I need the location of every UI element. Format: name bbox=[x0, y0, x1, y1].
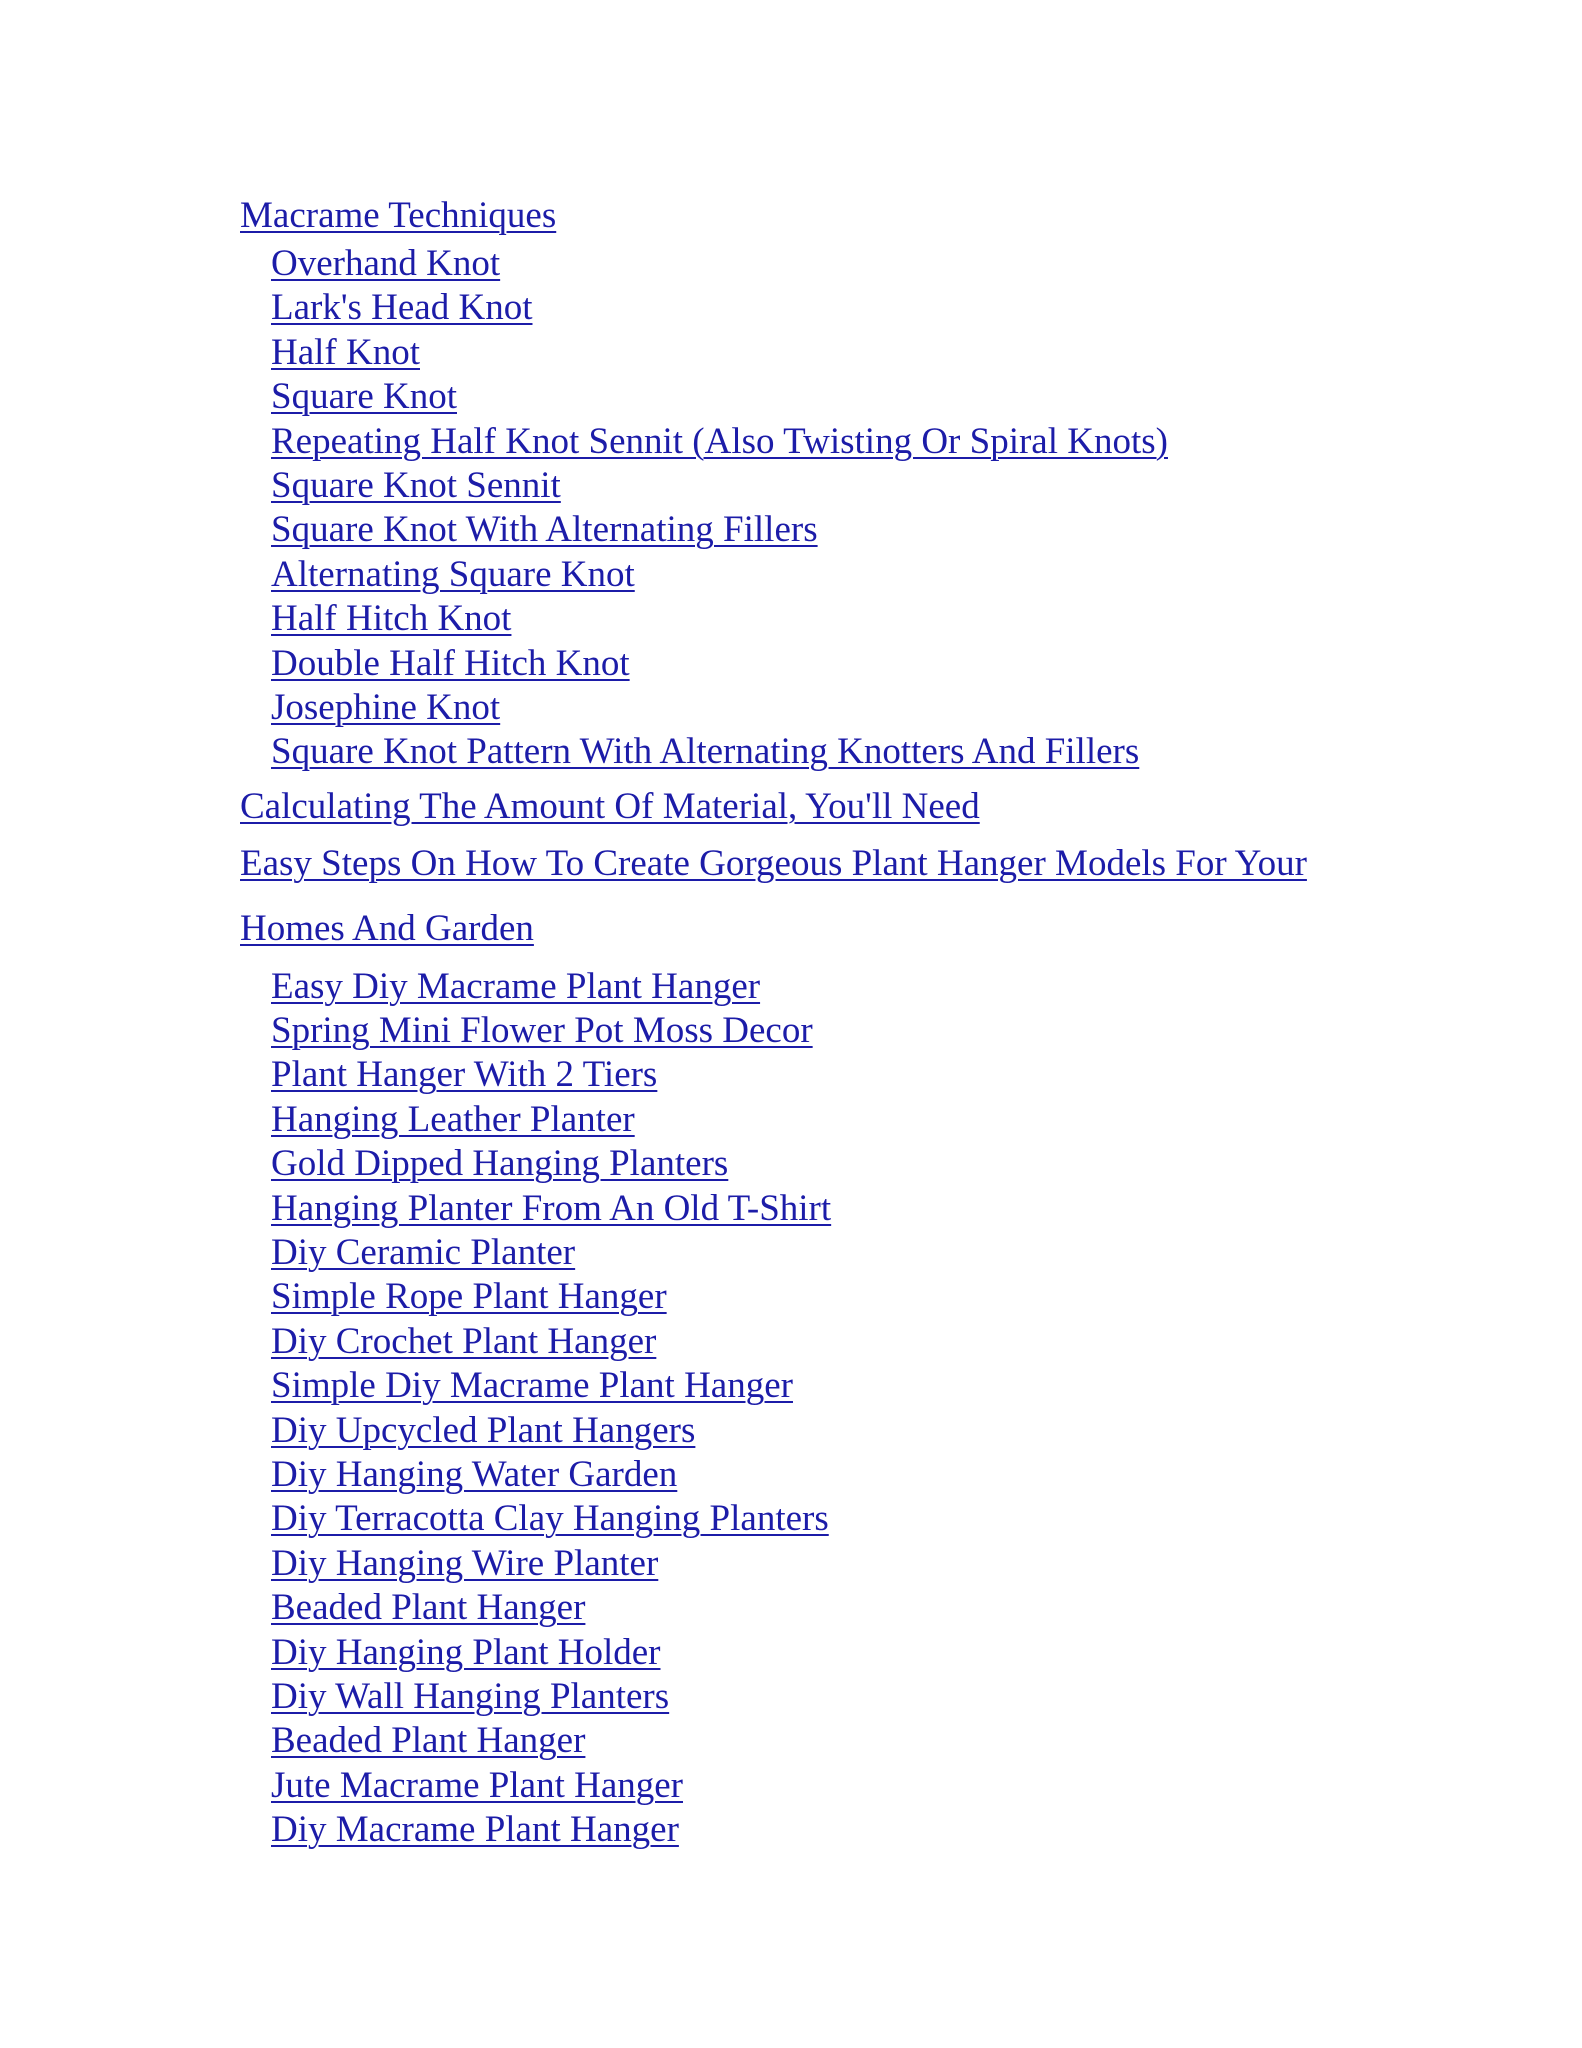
toc-link-diy-hanging-wire-planter[interactable]: Diy Hanging Wire Planter bbox=[271, 1542, 659, 1584]
toc-item bbox=[240, 1497, 1440, 1541]
toc-link-diy-wall-hanging-planters[interactable]: Diy Wall Hanging Planters bbox=[271, 1675, 670, 1717]
toc-link-diy-hanging-water-garden[interactable]: Diy Hanging Water Garden bbox=[271, 1453, 678, 1495]
toc-item bbox=[240, 1453, 1440, 1497]
toc-link-overhand-knot[interactable]: Overhand Knot bbox=[271, 243, 501, 284]
toc-item bbox=[240, 553, 1440, 597]
toc-item bbox=[240, 1142, 1440, 1186]
toc-link-plant-hanger-models-line2[interactable]: Homes And Garden bbox=[240, 907, 534, 949]
toc-item bbox=[240, 597, 1440, 641]
toc-item bbox=[240, 730, 1440, 774]
toc-link-diy-terracotta-clay-planters[interactable]: Diy Terracotta Clay Hanging Planters bbox=[271, 1498, 829, 1540]
toc-item bbox=[240, 464, 1440, 508]
toc-item bbox=[240, 1409, 1440, 1453]
toc-link-diy-ceramic-planter[interactable]: Diy Ceramic Planter bbox=[271, 1232, 576, 1274]
toc-item bbox=[240, 965, 1440, 1009]
toc-link-diy-crochet-plant-hanger[interactable]: Diy Crochet Plant Hanger bbox=[271, 1320, 657, 1362]
toc-link-gold-dipped-hanging-planters[interactable]: Gold Dipped Hanging Planters bbox=[271, 1143, 729, 1185]
toc-link-square-knot-pattern[interactable]: Square Knot Pattern With Alternating Knotters And Fillers bbox=[271, 731, 1140, 773]
toc-link-square-knot[interactable]: Square Knot bbox=[271, 376, 457, 418]
toc-link-double-half-hitch-knot[interactable]: Double Half Hitch Knot bbox=[271, 642, 630, 684]
toc-item bbox=[240, 375, 1440, 419]
toc-link-plant-hanger-2-tiers[interactable]: Plant Hanger With 2 Tiers bbox=[271, 1054, 658, 1096]
toc-link-square-knot-sennit[interactable]: Square Knot Sennit bbox=[271, 464, 561, 506]
toc-item bbox=[240, 1719, 1440, 1763]
toc-link-hanging-leather-planter[interactable]: Hanging Leather Planter bbox=[271, 1098, 635, 1140]
toc-item bbox=[240, 1631, 1440, 1675]
toc-link-diy-macrame-plant-hanger[interactable]: Diy Macrame Plant Hanger bbox=[271, 1809, 679, 1851]
toc-link-square-knot-alternating-fillers[interactable]: Square Knot With Alternating Fillers bbox=[271, 509, 818, 551]
toc-item bbox=[240, 686, 1440, 730]
toc-item bbox=[240, 1586, 1440, 1630]
toc-item bbox=[240, 642, 1440, 686]
toc-link-half-hitch-knot[interactable]: Half Hitch Knot bbox=[271, 598, 512, 640]
toc-link-diy-hanging-plant-holder[interactable]: Diy Hanging Plant Holder bbox=[271, 1631, 661, 1673]
toc-link-plant-hanger-models-line1[interactable]: Easy Steps On How To Create Gorgeous Plant Hanger Models For Your bbox=[240, 842, 1307, 884]
toc-section-plant-hanger-models bbox=[240, 835, 1440, 965]
toc-link-spring-mini-flower-pot[interactable]: Spring Mini Flower Pot Moss Decor bbox=[271, 1010, 813, 1052]
toc-item bbox=[240, 1187, 1440, 1231]
toc-item bbox=[240, 1231, 1440, 1275]
toc-section-calculating-material bbox=[240, 781, 1440, 833]
toc-link-larks-head-knot[interactable]: Lark's Head Knot bbox=[271, 287, 533, 329]
toc-link-simple-diy-macrame-plant-hanger[interactable]: Simple Diy Macrame Plant Hanger bbox=[271, 1365, 793, 1407]
toc-item bbox=[240, 1098, 1440, 1142]
toc-item bbox=[240, 1764, 1440, 1808]
toc-item bbox=[240, 286, 1440, 330]
toc-link-simple-rope-plant-hanger[interactable]: Simple Rope Plant Hanger bbox=[271, 1276, 667, 1318]
toc-item bbox=[240, 1542, 1440, 1586]
toc-item bbox=[240, 1675, 1440, 1719]
toc-item bbox=[240, 1808, 1440, 1852]
toc-item bbox=[240, 1009, 1440, 1053]
toc-item bbox=[240, 1364, 1440, 1408]
toc-link-repeating-half-knot-sennit[interactable]: Repeating Half Knot Sennit (Also Twisting Or Spiral Knots) bbox=[271, 420, 1168, 462]
toc-link-hanging-planter-old-tshirt[interactable]: Hanging Planter From An Old T-Shirt bbox=[271, 1187, 832, 1229]
toc-link-jute-macrame-plant-hanger[interactable]: Jute Macrame Plant Hanger bbox=[271, 1764, 683, 1806]
toc-link-diy-upcycled-plant-hangers[interactable]: Diy Upcycled Plant Hangers bbox=[271, 1409, 696, 1451]
toc-subsection-list-techniques bbox=[240, 242, 1440, 775]
toc-link-alternating-square-knot[interactable]: Alternating Square Knot bbox=[271, 553, 635, 595]
toc-item bbox=[240, 242, 1440, 286]
toc-item bbox=[240, 420, 1440, 464]
toc-link-josephine-knot[interactable]: Josephine Knot bbox=[271, 686, 501, 728]
toc-item bbox=[240, 1275, 1440, 1319]
toc-link-macrame-techniques[interactable]: Macrame Techniques bbox=[240, 195, 557, 236]
toc-subsection-list-plant-hangers bbox=[240, 965, 1440, 1853]
toc-item bbox=[240, 1053, 1440, 1097]
toc-link-easy-diy-macrame-plant-hanger[interactable]: Easy Diy Macrame Plant Hanger bbox=[271, 965, 761, 1007]
toc-item bbox=[240, 331, 1440, 375]
table-of-contents bbox=[240, 190, 1440, 1859]
toc-item bbox=[240, 508, 1440, 552]
toc-section-macrame-techniques bbox=[240, 190, 1440, 242]
toc-link-calculating-material[interactable]: Calculating The Amount Of Material, You'll Need bbox=[240, 785, 980, 827]
toc-link-half-knot[interactable]: Half Knot bbox=[271, 331, 420, 373]
toc-link-beaded-plant-hanger[interactable]: Beaded Plant Hanger bbox=[271, 1587, 586, 1629]
toc-link-beaded-plant-hanger-2[interactable]: Beaded Plant Hanger bbox=[271, 1720, 586, 1762]
toc-item bbox=[240, 1320, 1440, 1364]
